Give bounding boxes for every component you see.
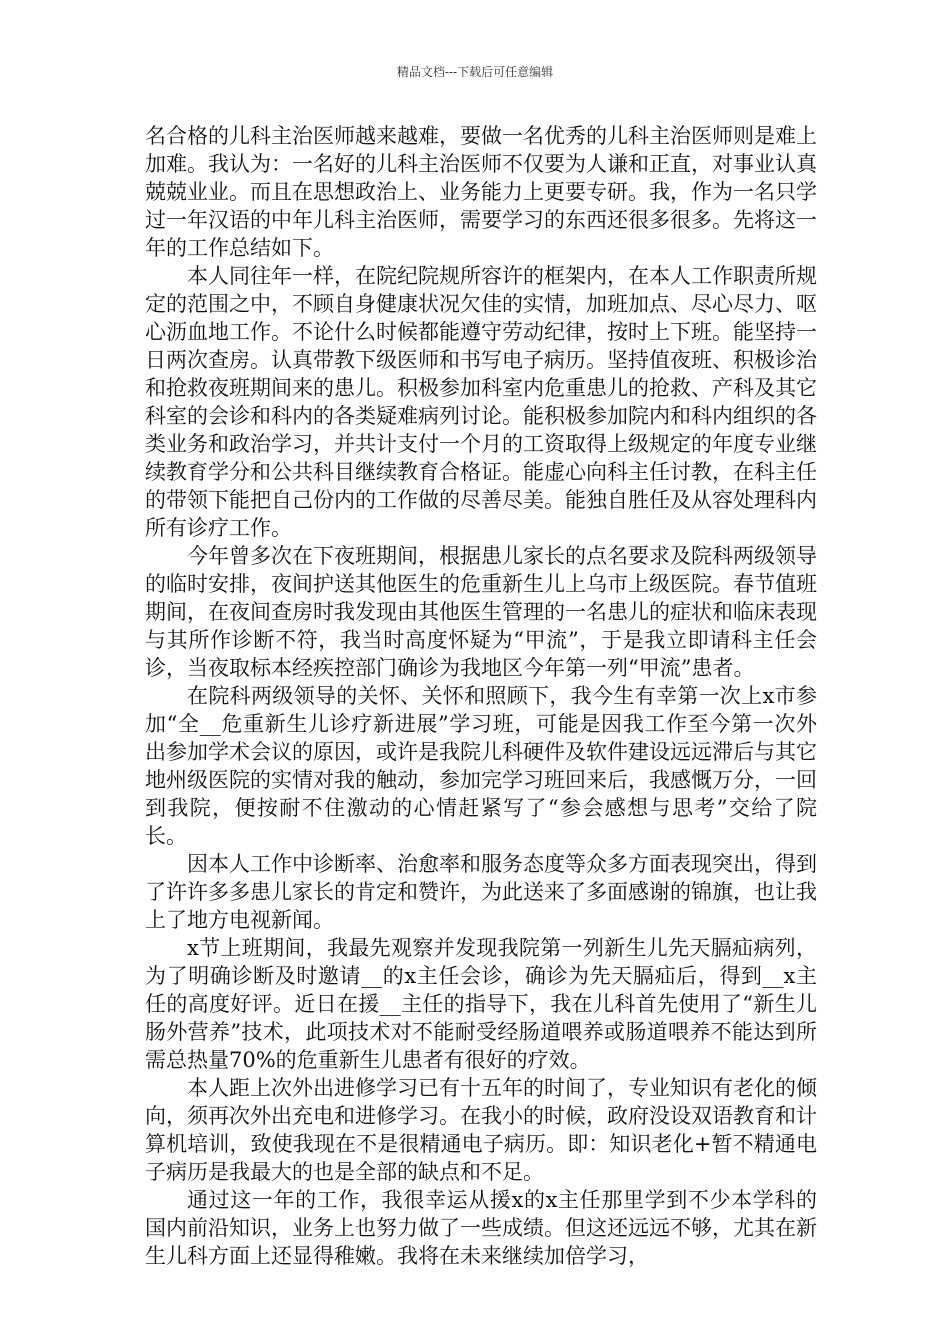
paragraph: 通过这一年的工作，我很幸运从援x的x主任那里学到不少本学科的国内前沿知识，业务上也努力做了一些成绩。但这还远远不够，尤其在新生儿科方面上还显得稚嫩。我将在未来继续加倍学习，: [145, 1188, 817, 1268]
page-header-text: 精品文档---下载后可任意编辑: [396, 65, 554, 79]
paragraph: 因本人工作中诊断率、治愈率和服务态度等众多方面表现突出，得到了许许多多患儿家长的肯定和赞许，为此送来了多面感谢的锦旗，也让我上了地方电视新闻。: [145, 852, 817, 932]
paragraph-continuation: 名合格的儿科主治医师越来越难，要做一名优秀的儿科主治医师则是难上加难。我认为：一名好的儿科主治医师不仅要为人谦和正直，对事业认真兢兢业业。而且在思想政治上、业务能力上更要专研。我，作为一名只学过一年汉语的中年儿科主治医师，需要学习的东西还很多很多。先将这一年的工作总结如下。: [145, 124, 817, 260]
document-body: [145, 122, 817, 1270]
page-header: [0, 64, 950, 80]
paragraph: x节上班期间，我最先观察并发现我院第一列新生儿先天膈疝病列，为了明确诊断及时邀请__的x主任会诊，确诊为先天膈疝后，得到__x主任的高度好评。近日在援__主任的指导下，我在儿科首先使用了“新生儿肠外营养”技术，此项技术对不能耐受经肠道喂养或肠道喂养不能达到所需总热量70%的危重新生儿患者有很好的疗效。: [145, 936, 817, 1072]
paragraph: 本人距上次外出进修学习已有十五年的时间了，专业知识有老化的倾向，须再次外出充电和进修学习。在我小的时候，政府没设双语教育和计算机培训，致使我现在不是很精通电子病历。即：知识老化+暂不精通电子病历是我最大的也是全部的缺点和不足。: [145, 1076, 817, 1184]
paragraph: 今年曾多次在下夜班期间，根据患儿家长的点名要求及院科两级领导的临时安排，夜间护送其他医生的危重新生儿上乌市上级医院。春节值班期间，在夜间查房时我发现由其他医生管理的一名患儿的症状和临床表现与其所作诊断不符，我当时高度怀疑为“甲流”，于是我立即请科主任会诊，当夜取标本经疾控部门确诊为我地区今年第一列“甲流”患者。: [145, 544, 817, 680]
paragraph: 在院科两级领导的关怀、关怀和照顾下，我今生有幸第一次上x市参加“全__危重新生儿诊疗新进展”学习班，可能是因我工作至今第一次外出参加学术会议的原因，或许是我院儿科硬件及软件建设远远滞后与其它地州级医院的实情对我的触动，参加完学习班回来后，我感慨万分，一回到我院，便按耐不住激动的心情赶紧写了“参会感想与思考”交给了院长。: [145, 684, 817, 848]
paragraph: 本人同往年一样，在院纪院规所容许的框架内，在本人工作职责所规定的范围之中，不顾自身健康状况欠佳的实情，加班加点、尽心尽力、呕心沥血地工作。不论什么时候都能遵守劳动纪律，按时上下班。能坚持一日两次查房。认真带教下级医师和书写电子病历。坚持值夜班、积极诊治和抢救夜班期间来的患儿。积极参加科室内危重患儿的抢救、产科及其它科室的会诊和科内的各类疑难病列讨论。能积极参加院内和科内组织的各类业务和政治学习，并共计支付一个月的工资取得上级规定的年度专业继续教育学分和公共科目继续教育合格证。能虚心向科主任讨教，在科主任的带领下能把自己份内的工作做的尽善尽美。能独自胜任及从容处理科内所有诊疗工作。: [145, 264, 817, 540]
